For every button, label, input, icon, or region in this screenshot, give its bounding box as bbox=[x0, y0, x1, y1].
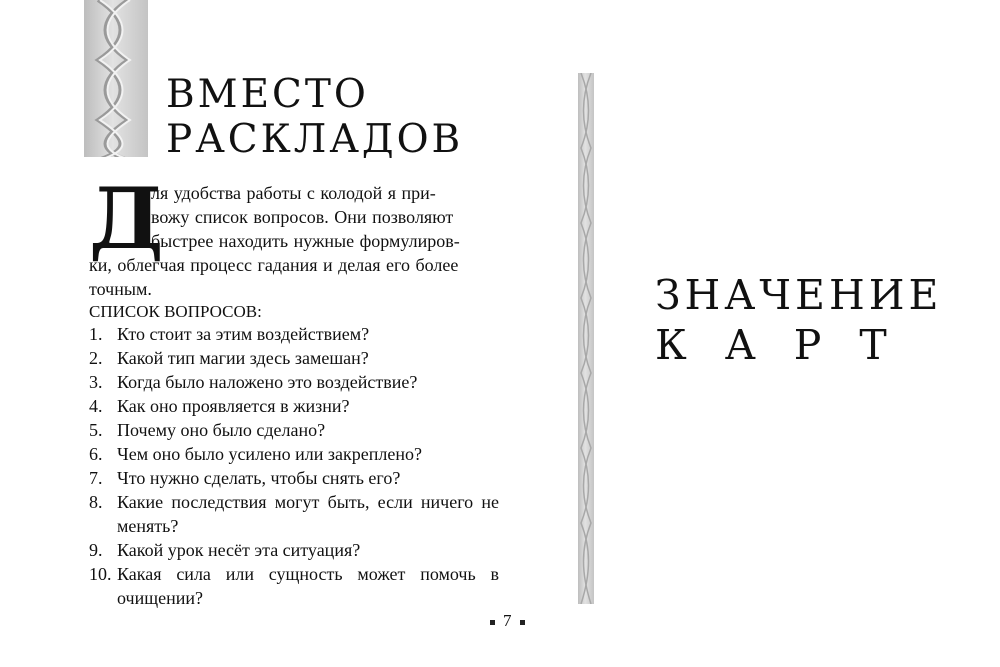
item-text: Почему оно было сделано? bbox=[117, 420, 326, 440]
square-bullet-icon bbox=[490, 620, 495, 625]
intro-line: ки, облегчая процесс гадания и делая его более bbox=[89, 255, 459, 275]
title-line-2: РАСКЛАДОВ bbox=[166, 117, 464, 162]
item-text: Какой урок несёт эта ситуация? bbox=[117, 540, 361, 560]
list-item bbox=[89, 442, 499, 466]
item-text: Какие последствия могут быть, если ничего не менять? bbox=[117, 492, 499, 536]
page-title bbox=[166, 72, 463, 162]
ornament-icon bbox=[84, 0, 148, 157]
item-text: Когда было наложено это воздействие? bbox=[117, 372, 418, 392]
list-item bbox=[89, 538, 499, 562]
item-number: 2. bbox=[89, 348, 103, 368]
item-text: Какой тип магии здесь замешан? bbox=[117, 348, 369, 368]
item-text: Что нужно сделать, чтобы снять его? bbox=[117, 468, 401, 488]
drop-cap: Д bbox=[89, 169, 164, 268]
item-number: 8. bbox=[89, 492, 103, 512]
decorative-band bbox=[84, 0, 148, 157]
list-heading: СПИСОК ВОПРОСОВ: bbox=[89, 302, 262, 321]
section-title bbox=[655, 270, 942, 370]
intro-line: ля удобства работы с колодой я при- bbox=[151, 183, 436, 203]
list-item bbox=[89, 346, 499, 370]
list-item bbox=[89, 466, 499, 490]
title-line-1: ВМЕСТО bbox=[166, 72, 369, 117]
item-number: 5. bbox=[89, 420, 103, 440]
item-number: 3. bbox=[89, 372, 103, 392]
list-item bbox=[89, 322, 499, 346]
list-item bbox=[89, 562, 499, 610]
page-number bbox=[482, 611, 533, 631]
list-item bbox=[89, 370, 499, 394]
item-text: Кто стоит за этим воздействием? bbox=[117, 324, 370, 344]
item-number: 4. bbox=[89, 396, 103, 416]
page-number-value: 7 bbox=[503, 611, 512, 630]
item-number: 1. bbox=[89, 324, 103, 344]
questions-list bbox=[89, 322, 499, 610]
ornament-icon bbox=[578, 73, 594, 604]
decorative-band bbox=[578, 73, 594, 604]
list-item bbox=[89, 418, 499, 442]
list-item bbox=[89, 490, 499, 538]
section-title-line-2: КАРТ bbox=[655, 321, 925, 369]
item-number: 9. bbox=[89, 540, 103, 560]
intro-line: быстрее находить нужные формулиров- bbox=[151, 231, 460, 251]
item-number: 6. bbox=[89, 444, 103, 464]
square-bullet-icon bbox=[520, 620, 525, 625]
item-number: 7. bbox=[89, 468, 103, 488]
item-number: 10. bbox=[89, 564, 112, 584]
intro-line: вожу список вопросов. Они позволяют bbox=[151, 207, 454, 227]
section-title-line-1: ЗНАЧЕНИЕ bbox=[655, 271, 943, 319]
item-text: Как оно проявляется в жизни? bbox=[117, 396, 350, 416]
list-item bbox=[89, 394, 499, 418]
item-text: Чем оно было усилено или закреплено? bbox=[117, 444, 422, 464]
item-text: Какая сила или сущность может помочь в очищении? bbox=[117, 564, 499, 608]
intro-line: точным. bbox=[89, 279, 152, 299]
